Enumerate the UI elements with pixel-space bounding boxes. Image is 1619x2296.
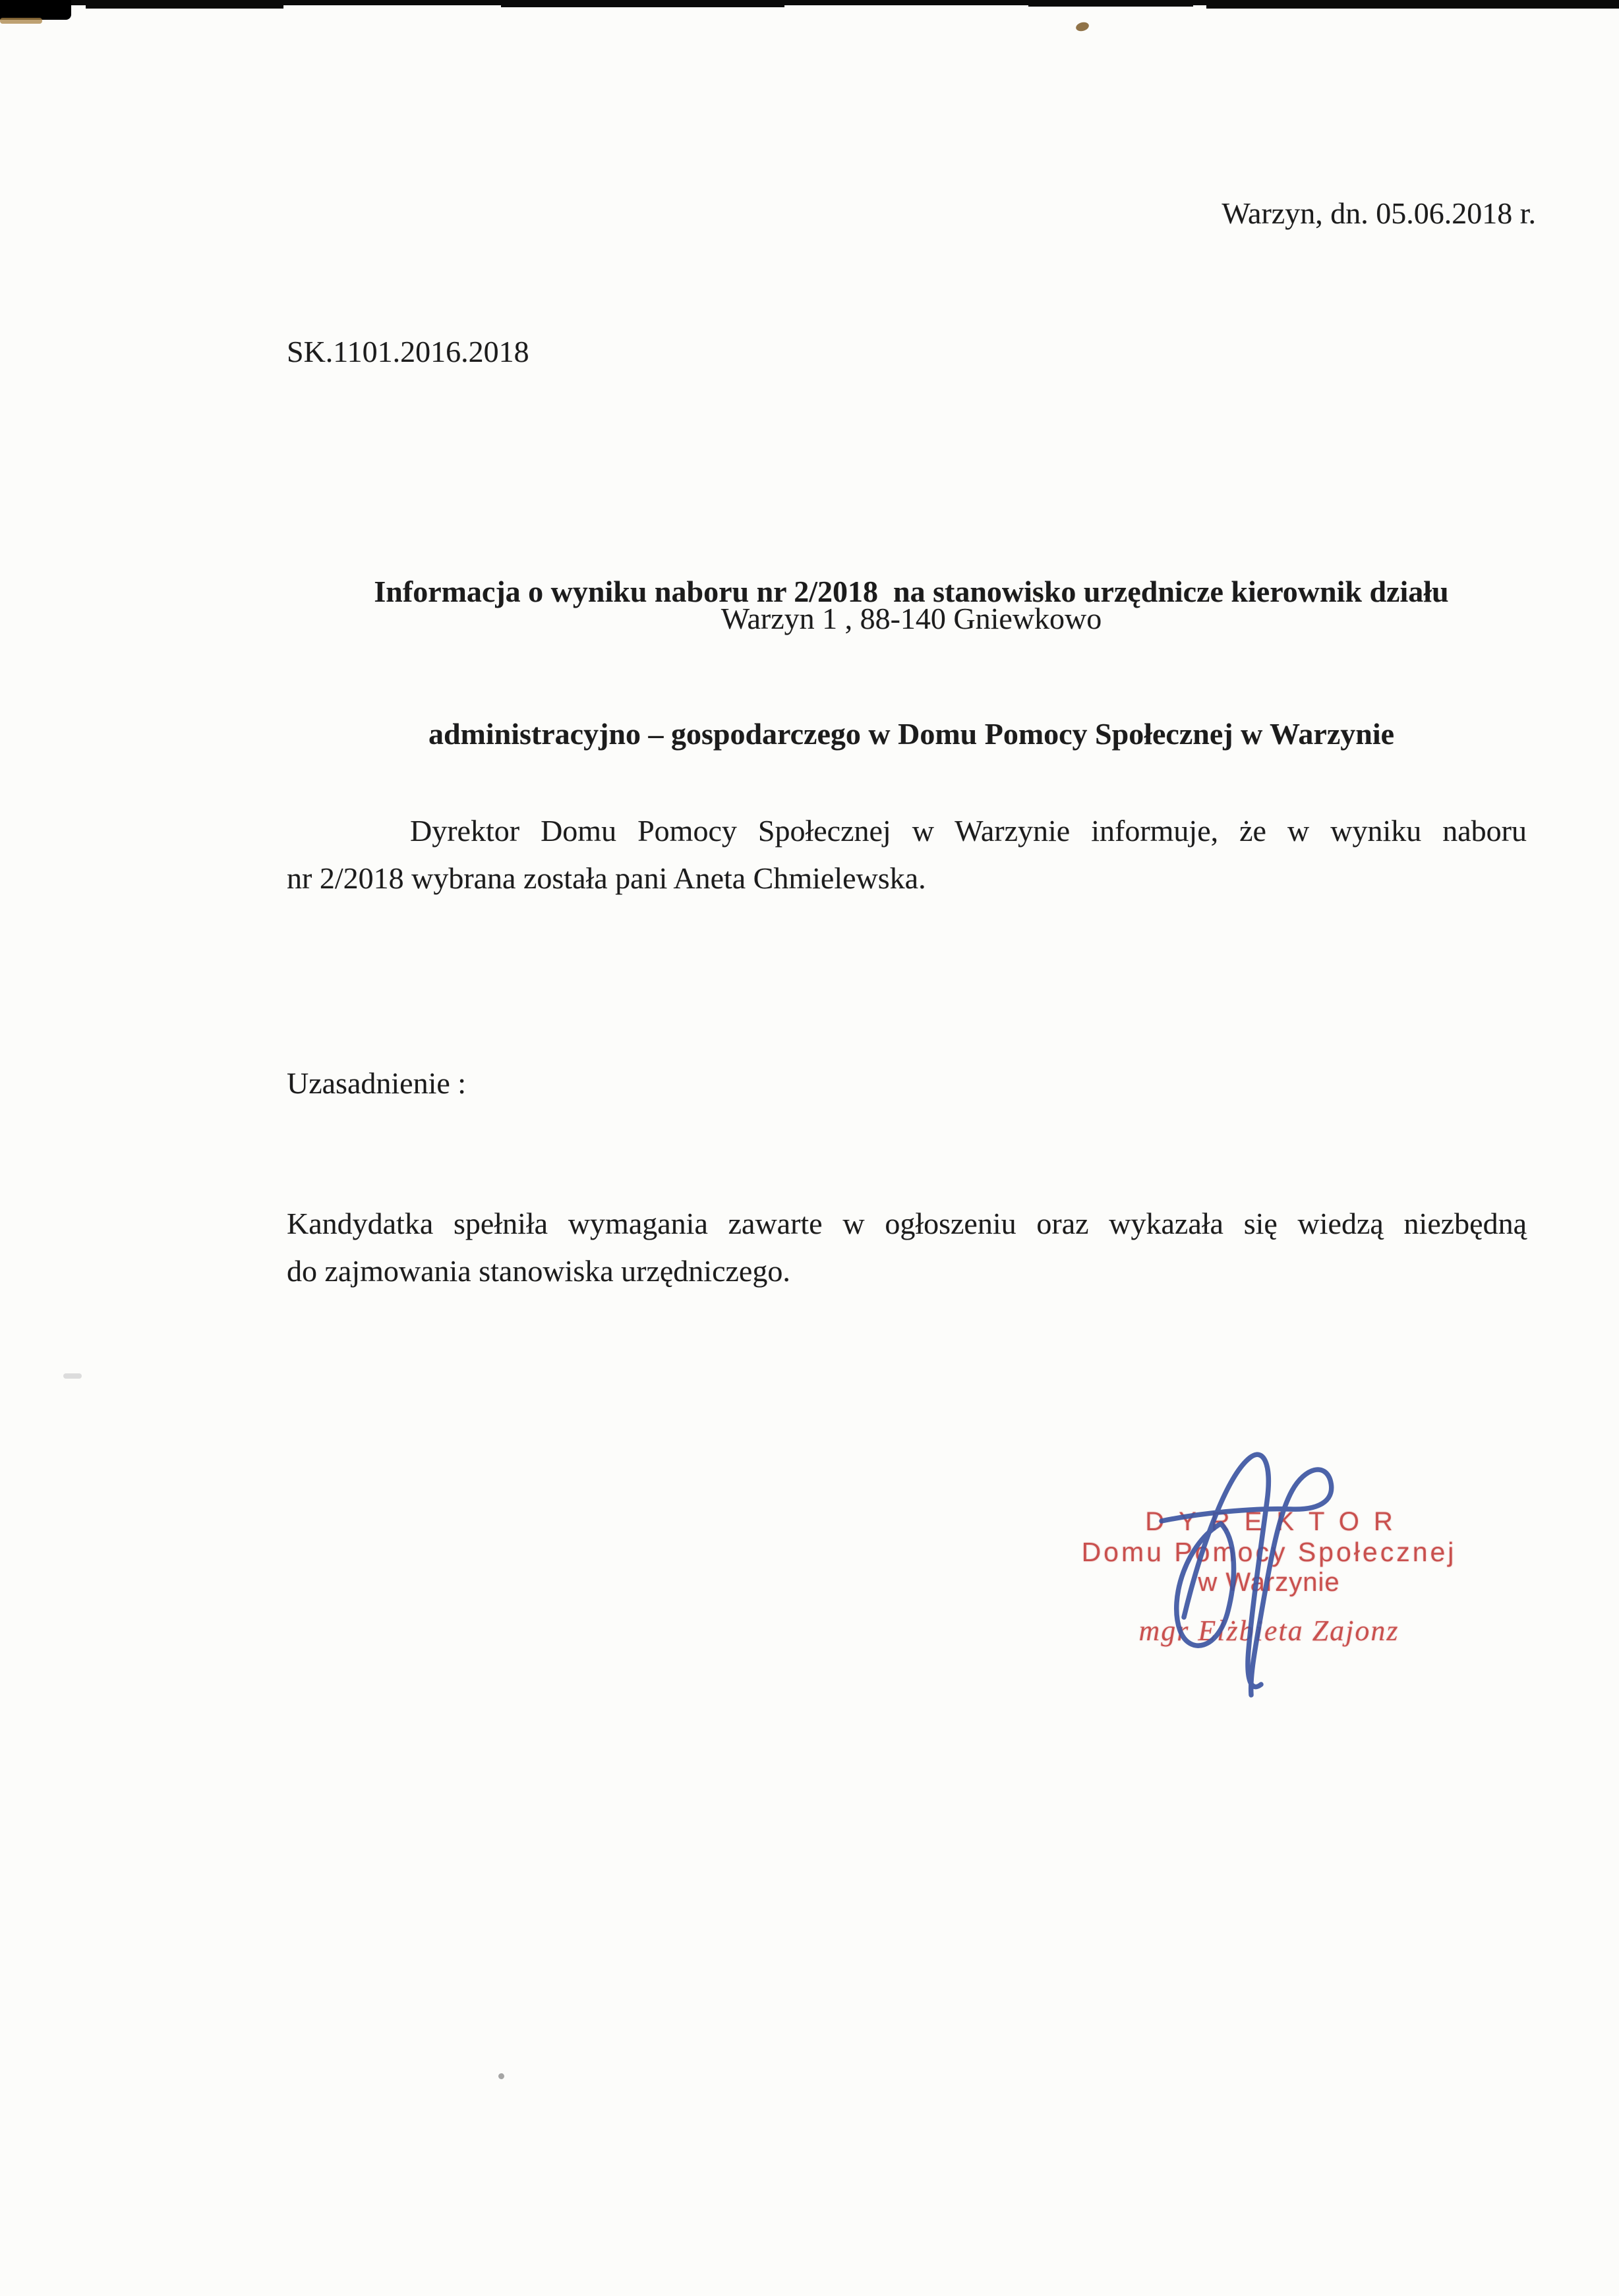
scan-artifact-speck: [1075, 21, 1090, 33]
stamp-signatory-name: mgr Elżbieta Zajonz: [1138, 1615, 1399, 1647]
document-title: [287, 473, 1536, 853]
scan-artifact-dot: [498, 2073, 504, 2079]
scan-artifact-top-segment: [86, 0, 283, 9]
scan-artifact-top-segment: [501, 0, 784, 7]
signature-ink: [1121, 1434, 1358, 1724]
scan-artifact-top-segment: [1206, 0, 1619, 9]
justification-paragraph-line-2: do zajmowania stanowiska urzędniczego.: [287, 1254, 790, 1288]
reference-number: SK.1101.2016.2018: [287, 335, 529, 368]
body-paragraph: [287, 807, 1527, 902]
justification-heading: Uzasadnienie :: [287, 1066, 467, 1100]
body-paragraph-line-2: nr 2/2018 wybrana została pani Aneta Chmielewska.: [287, 861, 926, 895]
stamp-institution: Domu Pomocy Społecznej: [1081, 1537, 1457, 1567]
scan-artifact-tan-streak: [0, 18, 42, 24]
date-line: Warzyn, dn. 05.06.2018 r.: [1222, 196, 1536, 230]
justification-paragraph: [287, 1200, 1527, 1295]
scan-artifact-top-segment: [1028, 0, 1193, 7]
stamp-title: DYREKTOR: [1145, 1507, 1407, 1536]
scan-artifact-corner-block: [0, 0, 71, 20]
address-line: Warzyn 1 , 88-140 Gniewkowo: [721, 602, 1102, 635]
document-title-line-2: administracyjno – gospodarczego w Domu Pomocy Społecznej w Warzynie: [428, 717, 1395, 751]
scan-artifact-faint-mark: [63, 1373, 82, 1379]
justification-paragraph-line-1: Kandydatka spełniła wymagania zawarte w ogłoszeniu oraz wykazała się wiedzą niezbędną: [287, 1207, 1527, 1240]
stamp-location: w Warzynie: [1198, 1568, 1340, 1597]
document-title-line-1: Informacja o wyniku naboru nr 2/2018 na stanowisko urzędnicze kierownik działu: [374, 575, 1449, 608]
body-paragraph-line-1: Dyrektor Domu Pomocy Społecznej w Warzynie informuje, że w wyniku naboru: [410, 814, 1527, 847]
